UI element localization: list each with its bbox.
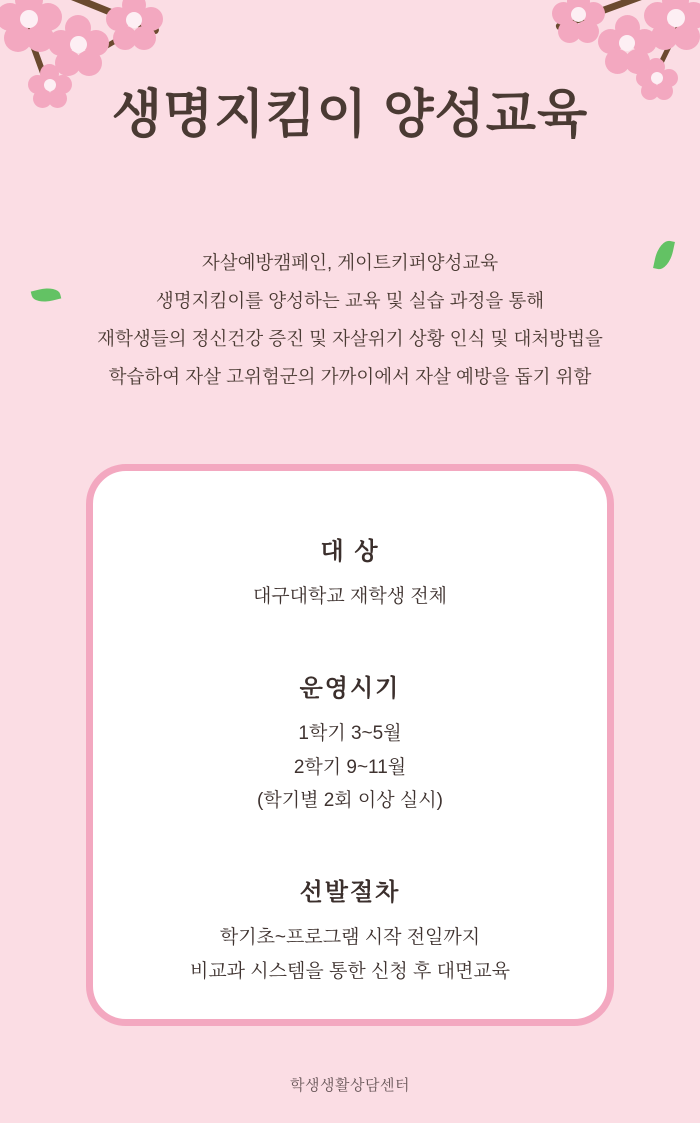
section-line: (학기별 2회 이상 실시) (257, 790, 443, 812)
section-target (93, 531, 607, 614)
page-title: 생명지킴이 양성교육 (111, 86, 589, 144)
section-selection-process (93, 872, 607, 989)
footer-organization: 학생생활상담센터 (290, 1077, 410, 1094)
section-heading: 선발절차 (299, 879, 401, 907)
section-line: 대구대학교 재학생 전체 (252, 586, 448, 607)
intro-line: 재학생들의 정신건강 증진 및 자살위기 상황 인식 및 대처방법을 (97, 328, 603, 350)
section-schedule (93, 668, 607, 818)
intro-line: 생명지킴이를 양성하는 교육 및 실습 과정을 통해 (155, 290, 545, 312)
section-heading: 대 상 (320, 538, 380, 565)
section-line: 2학기 9~11월 (293, 756, 407, 778)
intro-line: 자살예방캠페인, 게이트키퍼양성교육 (201, 252, 499, 273)
intro-paragraph (0, 244, 700, 396)
info-card (86, 464, 614, 1026)
intro-line: 학습하여 자살 고위험군의 가까이에서 자살 예방을 돕기 위함 (108, 366, 592, 388)
section-line: 1학기 3~5월 (298, 722, 402, 744)
section-heading: 운영시기 (299, 674, 401, 702)
section-line: 학기초~프로그램 시작 전일까지 (219, 927, 481, 949)
section-line: 비교과 시스템을 통한 신청 후 대면교육 (189, 961, 511, 983)
